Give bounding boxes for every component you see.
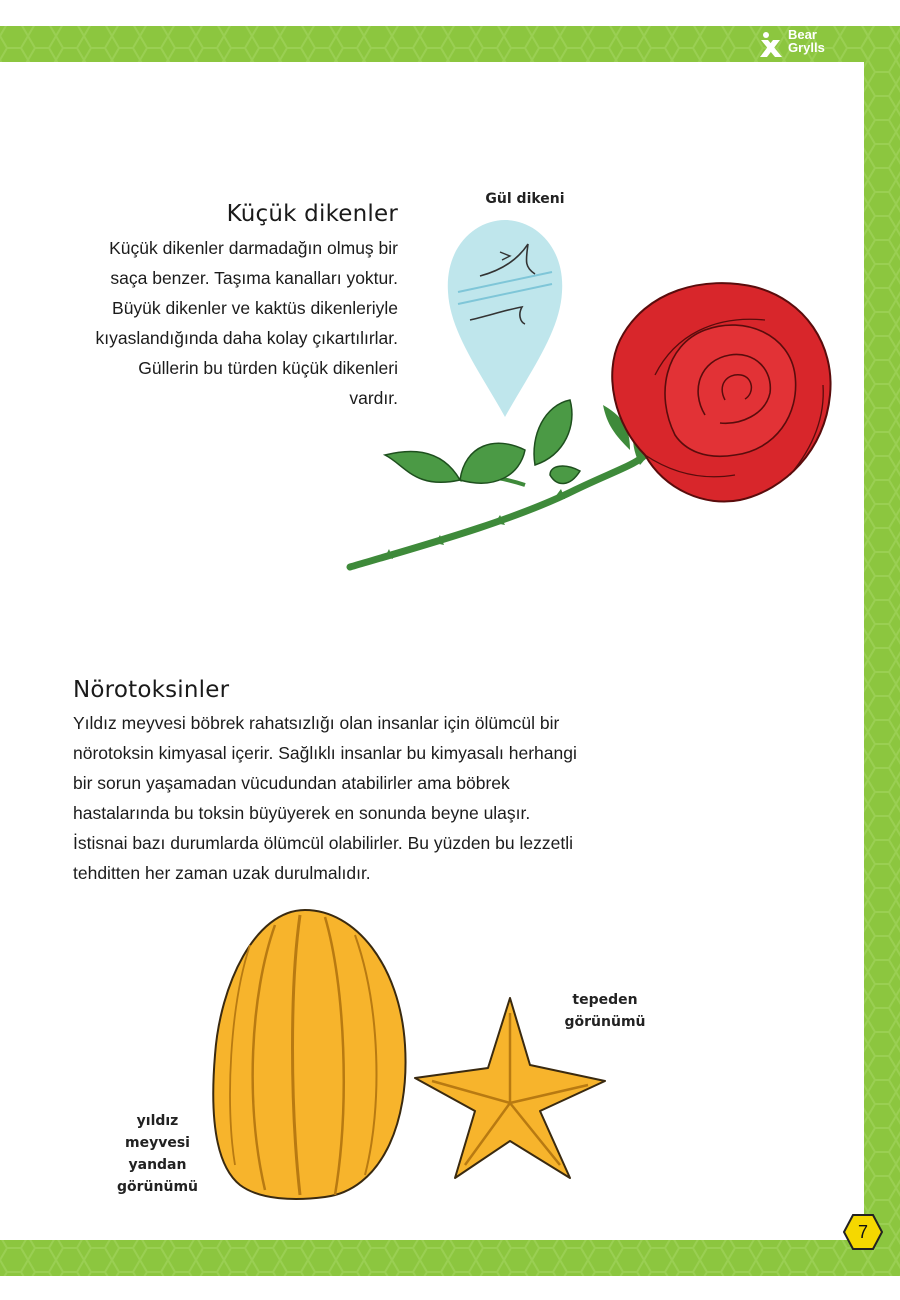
heading-neurotoxins: Nörotoksinler [73,677,230,703]
text-line: tehditten her zaman uzak durulmalıdır. [73,863,371,883]
text-line: kıyaslandığında daha kolay çıkartılırlar. [95,328,398,348]
compass-x-icon [758,30,784,58]
logo-line-grylls: Grylls [788,40,825,55]
label-line: tepeden [572,992,638,1008]
page-number-badge [843,1212,883,1252]
label-line: yıldız [136,1113,179,1129]
text-line: Güllerin bu türden küçük dikenleri [138,358,398,378]
label-line: görünümü [117,1179,198,1195]
text-line: Yıldız meyvesi böbrek rahatsızlığı olan insanlar için ölümcül bir [73,713,560,733]
text-line: hastalarında bu toksin büyüyerek en sonunda beyne ulaşır. [73,803,531,823]
bear-grylls-logo [758,28,848,60]
label-rose-thorn: Gül dikeni [485,191,565,207]
text-line: İstisnai bazı durumlarda ölümcül olabilirler. Bu yüzden bu lezzetli [73,833,573,853]
text-line: nörotoksin kimyasal içerir. Sağlıklı insanlar bu kimyasalı herhangi [73,743,577,763]
label-line: meyvesi [125,1135,190,1151]
logo-text [788,28,825,54]
label-line: yandan [128,1157,187,1173]
text-line: Küçük dikenler darmadağın olmuş bir [109,238,398,258]
text-line: vardır. [349,388,398,408]
paragraph-neurotoxins [73,708,673,888]
text-line: bir sorun yaşamadan vücudundan atabilirler ama böbrek [73,773,510,793]
starfruit-side-view [205,905,415,1205]
label-line: görünümü [564,1014,646,1030]
rose-illustration [345,275,840,575]
text-line: saça benzer. Taşıma kanalları yoktur. [110,268,398,288]
text-line: Büyük dikenler ve kaktüs dikenleriyle [112,298,398,318]
label-top-view [555,989,655,1033]
logo-line-bear: Bear [788,27,817,42]
page-number: 7 [857,1222,868,1242]
heading-small-thorns: Küçük dikenler [226,201,398,227]
label-side-view [110,1110,205,1198]
